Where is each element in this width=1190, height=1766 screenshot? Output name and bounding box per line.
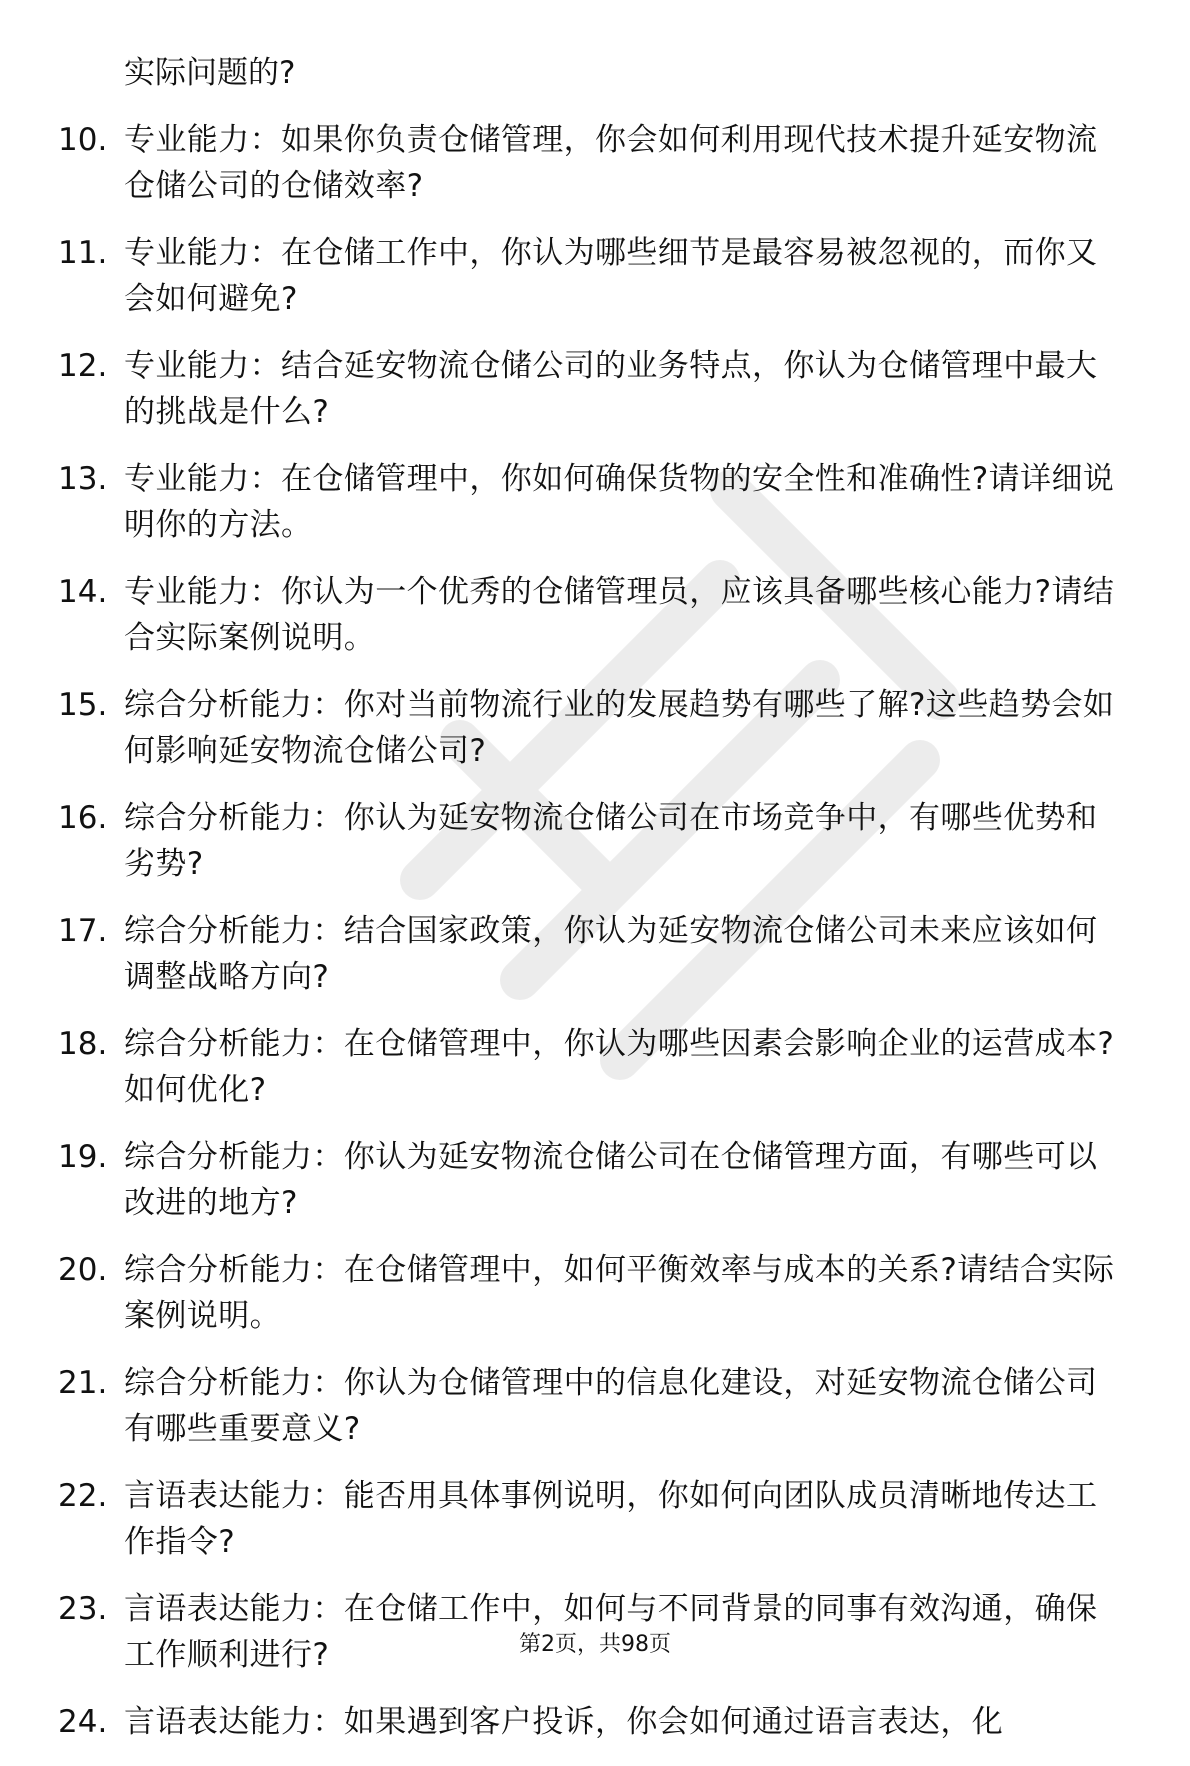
question-item bbox=[58, 682, 1118, 774]
question-text: 综合分析能力：结合国家政策，你认为延安物流仓储公司未来应该如何调整战略方向? bbox=[124, 913, 1098, 995]
question-number: 16. bbox=[58, 800, 108, 836]
question-text: 言语表达能力：能否用具体事例说明，你如何向团队成员清晰地传达工作指令? bbox=[124, 1478, 1098, 1560]
question-number: 11. bbox=[58, 235, 108, 271]
question-item bbox=[58, 1699, 1118, 1745]
question-text: 专业能力：在仓储工作中，你认为哪些细节是最容易被忽视的，而你又会如何避免? bbox=[124, 235, 1098, 317]
question-item bbox=[58, 456, 1118, 548]
question-text: 综合分析能力：在仓储管理中，你认为哪些因素会影响企业的运营成本?如何优化? bbox=[124, 1026, 1115, 1108]
question-number: 15. bbox=[58, 687, 108, 723]
question-text: 言语表达能力：如果遇到客户投诉，你会如何通过语言表达，化 bbox=[124, 1704, 1004, 1740]
question-number: 17. bbox=[58, 913, 108, 949]
question-text: 专业能力：结合延安物流仓储公司的业务特点，你认为仓储管理中最大的挑战是什么? bbox=[124, 348, 1098, 430]
question-number: 23. bbox=[58, 1591, 108, 1627]
question-number: 19. bbox=[58, 1139, 108, 1175]
continuation-text: 实际问题的? bbox=[124, 55, 296, 91]
question-text: 综合分析能力：在仓储管理中，如何平衡效率与成本的关系?请结合实际案例说明。 bbox=[124, 1252, 1115, 1334]
question-item bbox=[58, 230, 1118, 322]
question-text: 专业能力：如果你负责仓储管理，你会如何利用现代技术提升延安物流仓储公司的仓储效率? bbox=[124, 122, 1098, 204]
question-number: 18. bbox=[58, 1026, 108, 1062]
question-item bbox=[58, 343, 1118, 435]
question-text: 综合分析能力：你认为延安物流仓储公司在市场竞争中，有哪些优势和劣势? bbox=[124, 800, 1098, 882]
question-item bbox=[58, 1021, 1118, 1113]
question-item bbox=[58, 795, 1118, 887]
question-text: 专业能力：你认为一个优秀的仓储管理员，应该具备哪些核心能力?请结合实际案例说明。 bbox=[124, 574, 1115, 656]
question-number: 12. bbox=[58, 348, 108, 384]
question-number: 21. bbox=[58, 1365, 108, 1401]
question-item bbox=[58, 1473, 1118, 1565]
page-footer: 第2页，共98页 bbox=[519, 1632, 671, 1657]
question-item bbox=[58, 1360, 1118, 1452]
question-text: 综合分析能力：你对当前物流行业的发展趋势有哪些了解?这些趋势会如何影响延安物流仓储公司? bbox=[124, 687, 1115, 769]
question-item bbox=[58, 908, 1118, 1000]
question-text: 综合分析能力：你认为延安物流仓储公司在仓储管理方面，有哪些可以改进的地方? bbox=[124, 1139, 1098, 1221]
question-number: 14. bbox=[58, 574, 108, 610]
question-text: 专业能力：在仓储管理中，你如何确保货物的安全性和准确性?请详细说明你的方法。 bbox=[124, 461, 1115, 543]
question-text: 综合分析能力：你认为仓储管理中的信息化建设，对延安物流仓储公司有哪些重要意义? bbox=[124, 1365, 1098, 1447]
question-number: 24. bbox=[58, 1704, 108, 1740]
question-number: 22. bbox=[58, 1478, 108, 1514]
question-item bbox=[58, 1134, 1118, 1226]
question-item bbox=[58, 569, 1118, 661]
question-item bbox=[58, 117, 1118, 209]
question-text: 言语表达能力：在仓储工作中，如何与不同背景的同事有效沟通，确保工作顺利进行? bbox=[124, 1591, 1098, 1673]
question-number: 20. bbox=[58, 1252, 108, 1288]
question-number: 13. bbox=[58, 461, 108, 497]
question-list bbox=[58, 50, 1118, 1766]
question-number: 10. bbox=[58, 122, 108, 158]
question-item bbox=[58, 1247, 1118, 1339]
